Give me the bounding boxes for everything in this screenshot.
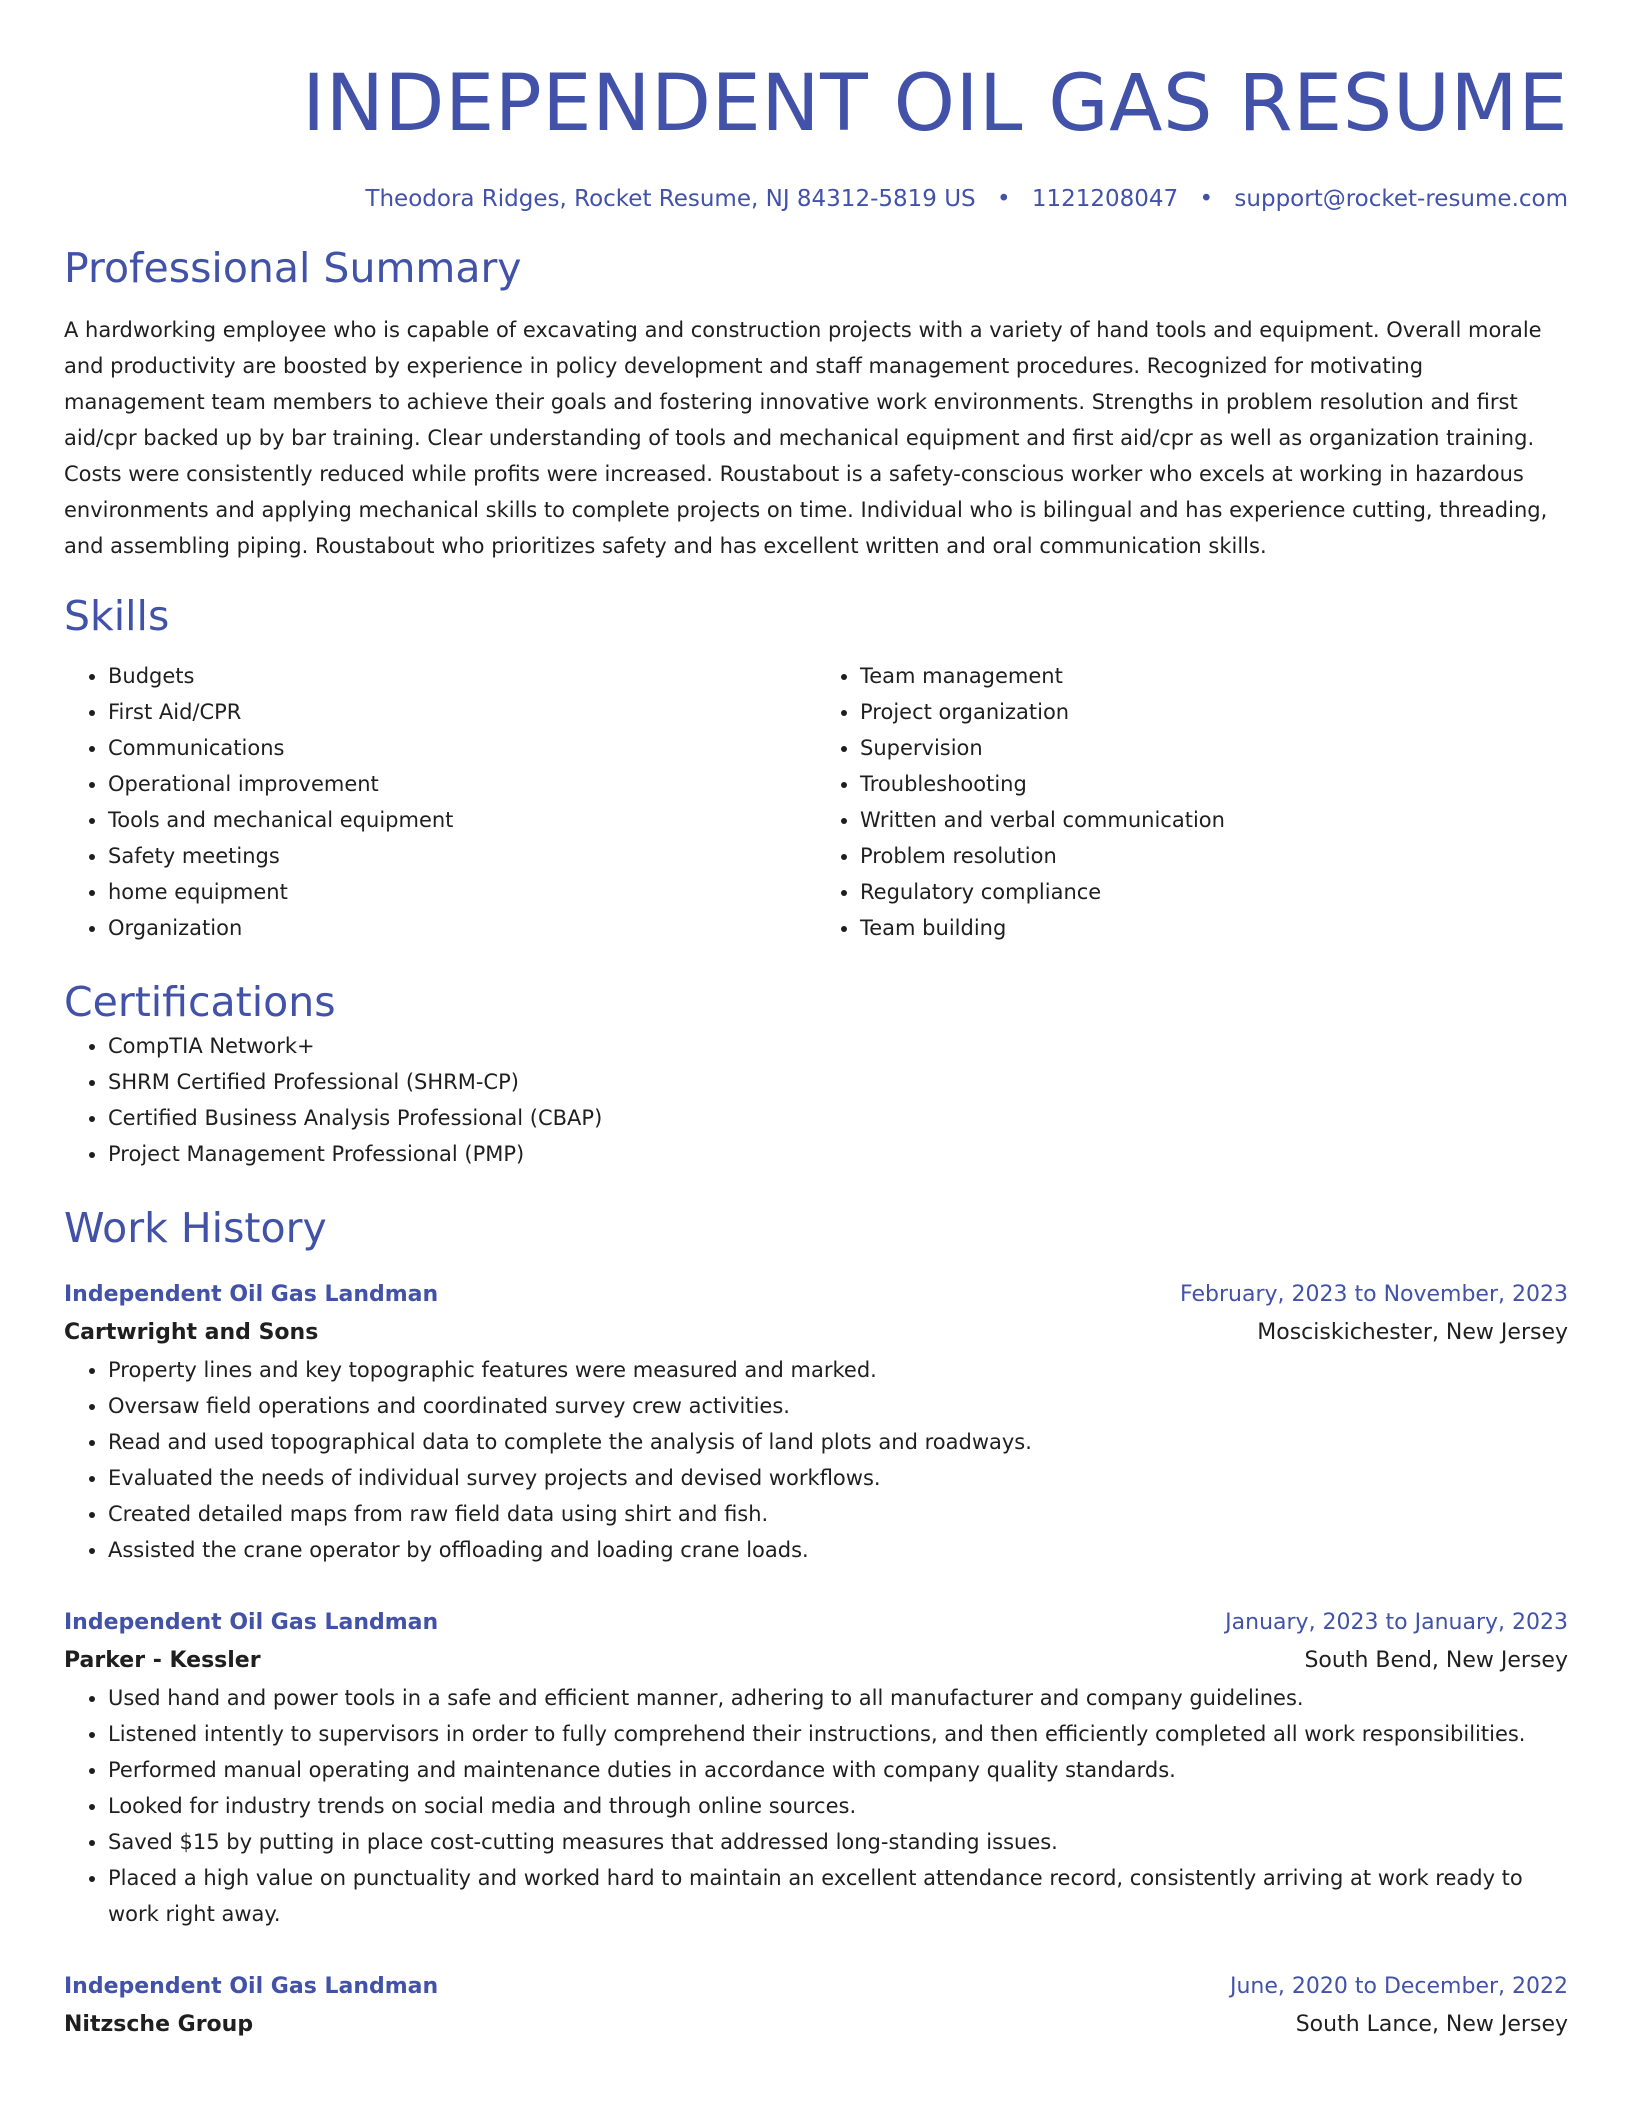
certification-item: • Project Management Professional (PMP) [108,1136,1568,1172]
contact-phone: 1121208047 [1031,186,1179,212]
job-company: Cartwright and Sons [64,1320,319,1345]
skill-item: • Communications [108,730,816,766]
skill-item: • Problem resolution [860,838,1568,874]
contact-email: support@rocket-resume.com [1234,186,1568,212]
job-entry [64,1604,1568,1932]
skill-item: • Safety meetings [108,838,816,874]
job-bullet: • Oversaw field operations and coordinated survey crew activities. [108,1388,1568,1424]
job-bullet: • Performed manual operating and maintenance duties in accordance with company quality standards. [108,1752,1568,1788]
skill-item: • Project organization [860,694,1568,730]
skills-list-left [64,658,816,946]
job-bullet: • Property lines and key topographic features were measured and marked. [108,1352,1568,1388]
job-dates: February, 2023 to November, 2023 [1180,1282,1568,1307]
job-bullets [64,1352,1568,1568]
summary-text: A hardworking employee who is capable of excavating and construction projects with a variety of hand tools and equipment. Overall morale and productivity are boosted by experience in policy development and staff management procedures. Recognized for motivating management team members to achieve their goals and fostering innovative work environments. Strengths in problem resolution and first aid/cpr backed up by bar training. Clear understanding of tools and mechanical equipment and first aid/cpr as well as organization training. Costs were consistently reduced while profits were increased. Roustabout is a safety-conscious worker who excels at working in hazardous environments and applying mechanical skills to complete projects on time. Individual who is bilingual and has experience cutting, threading, and assembling piping. Roustabout who prioritizes safety and has excellent written and oral communication skills. [64,318,1548,558]
job-location: South Lance, New Jersey [1295,2012,1568,2037]
contact-address: Theodora Ridges, Rocket Resume, NJ 84312-5819 US [365,186,976,212]
skill-item: • Supervision [860,730,1568,766]
certifications-list [64,1028,1568,1172]
certification-item: • CompTIA Network+ [108,1028,1568,1064]
skills-list-right [816,658,1568,946]
skills-grid [64,658,1568,946]
skill-item: • Team management [860,658,1568,694]
skill-item: • Budgets [108,658,816,694]
job-bullet: • Listened intently to supervisors in order to fully comprehend their instructions, and then efficiently completed all work responsibilities. [108,1716,1568,1752]
job-bullet: • Evaluated the needs of individual survey projects and devised workflows. [108,1460,1568,1496]
skill-item: • home equipment [108,874,816,910]
job-bullet: • Read and used topographical data to complete the analysis of land plots and roadways. [108,1424,1568,1460]
certification-item: • SHRM Certified Professional (SHRM-CP) [108,1064,1568,1100]
job-bullet: • Assisted the crane operator by offloading and loading crane loads. [108,1532,1568,1568]
skill-item: • Team building [860,910,1568,946]
job-role: Independent Oil Gas Landman [64,1974,439,1999]
job-role: Independent Oil Gas Landman [64,1610,439,1635]
contact-separator: • [1199,186,1214,212]
job-dates: June, 2020 to December, 2022 [1229,1974,1568,1999]
skill-item: • Operational improvement [108,766,816,802]
job-bullet: • Placed a high value on punctuality and worked hard to maintain an excellent attendance record, consistently arriving at work ready to work right away. [108,1860,1568,1932]
skill-item: • Tools and mechanical equipment [108,802,816,838]
summary-heading: Professional Summary [64,244,522,292]
job-role: Independent Oil Gas Landman [64,1282,439,1307]
contact-separator: • [996,186,1011,212]
job-entry [64,1276,1568,1568]
job-dates: January, 2023 to January, 2023 [1225,1610,1568,1635]
skill-item: • Regulatory compliance [860,874,1568,910]
job-entry [64,1968,1568,2044]
contact-line [64,184,1568,214]
job-bullet: • Looked for industry trends on social media and through online sources. [108,1788,1568,1824]
job-company: Nitzsche Group [64,2012,254,2037]
job-location: South Bend, New Jersey [1304,1648,1568,1673]
resume-title: INDEPENDENT OIL GAS RESUME [302,59,1568,149]
skill-item: • Written and verbal communication [860,802,1568,838]
skills-heading: Skills [64,592,170,640]
job-bullet: • Used hand and power tools in a safe and efficient manner, adhering to all manufacturer and company guidelines. [108,1680,1568,1716]
job-location: Mosciskichester, New Jersey [1257,1320,1568,1345]
skill-item: • Troubleshooting [860,766,1568,802]
work-history-heading: Work History [64,1204,327,1252]
job-bullet: • Created detailed maps from raw field data using shirt and fish. [108,1496,1568,1532]
certifications-heading: Certifications [64,978,336,1026]
certification-item: • Certified Business Analysis Professional (CBAP) [108,1100,1568,1136]
job-company: Parker - Kessler [64,1648,261,1673]
skill-item: • First Aid/CPR [108,694,816,730]
job-bullet: • Saved $15 by putting in place cost-cutting measures that addressed long-standing issues. [108,1824,1568,1860]
resume-page [64,0,1568,2112]
job-bullets [64,1680,1568,1932]
skill-item: • Organization [108,910,816,946]
